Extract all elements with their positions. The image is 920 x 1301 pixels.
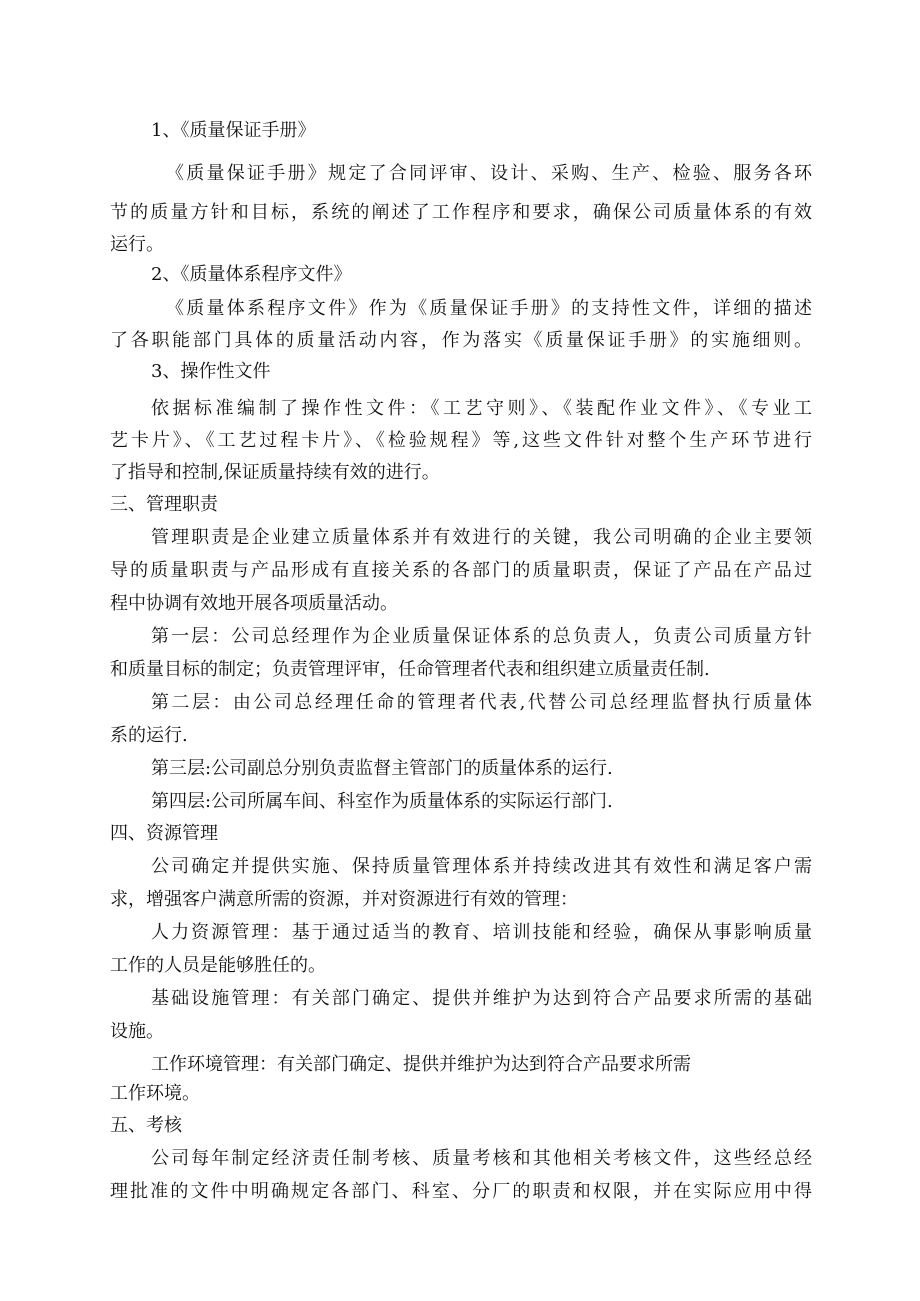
paragraph-line: 工作环境管理：有关部门确定、提供并维护为达到符合产品要求所需 [151,1054,691,1075]
paragraph-line: 艺卡片》、《工艺过程卡片》、《检验规程》等,这些文件针对整个生产环节进行 [110,430,812,451]
paragraph-line: 系的运行. [110,725,188,746]
paragraph-line: 工作的人员是能够胜任的。 [110,955,326,976]
section-heading: 四、资源管理 [110,823,218,844]
paragraph-line: 节的质量方针和目标，系统的阐述了工作程序和要求，确保公司质量体系的有效 [110,202,812,223]
section-heading: 三、管理职责 [110,494,218,515]
paragraph-line: 《质量体系程序文件》作为《质量保证手册》的支持性文件，详细的描述 [166,298,812,319]
section-heading: 2、《质量体系程序文件》 [151,264,352,285]
paragraph-line: 设施。 [110,1021,164,1042]
paragraph-line: 基础设施管理：有关部门确定、提供并维护为达到符合产品要求所需的基础 [151,988,812,1009]
section-heading: 五、考核 [110,1115,182,1136]
section-heading: 3、操作性文件 [151,361,271,382]
paragraph-line: 公司确定并提供实施、保持质量管理体系并持续改进其有效性和满足客户需 [151,856,812,877]
paragraph-line: 理批准的文件中明确规定各部门、科室、分厂的职责和权限，并在实际应用中得 [110,1181,812,1202]
paragraph-line: 求，增强客户满意所需的资源，并对资源进行有效的管理： [110,889,578,910]
section-heading: 1、《质量保证手册》 [151,120,316,141]
paragraph-line: 公司每年制定经济责任制考核、质量考核和其他相关考核文件，这些经总经 [151,1148,812,1169]
paragraph-line: 第四层:公司所属车间、科室作为质量体系的实际运行部门. [151,791,613,812]
paragraph-line: 程中协调有效地开展各项质量活动。 [110,593,398,614]
paragraph-line: 了各职能部门具体的质量活动内容，作为落实《质量保证手册》的实施细则。 [110,330,812,351]
paragraph-line: 导的质量职责与产品形成有直接关系的各部门的质量职责，保证了产品在产品过 [110,560,812,581]
paragraph-line: 第一层：公司总经理作为企业质量保证体系的总负责人，负责公司质量方针 [151,626,812,647]
paragraph-line: 第三层:公司副总分别负责监督主管部门的质量体系的运行. [151,758,613,779]
paragraph-line: 运行。 [110,234,164,255]
paragraph-line: 工作环境。 [110,1083,200,1104]
paragraph-line: 依据标准编制了操作性文件：《工艺守则》、《装配作业文件》、《专业工 [151,398,812,419]
paragraph-line: 第二层：由公司总经理任命的管理者代表,代替公司总经理监督执行质量体 [151,692,812,713]
paragraph-line: 《质量保证手册》规定了合同评审、设计、采购、生产、检验、服务各环 [166,163,812,184]
paragraph-line: 和质量目标的制定；负责管理评审，任命管理者代表和组织建立质量责任制. [110,659,710,680]
paragraph-line: 了指导和控制,保证质量持续有效的进行。 [110,462,440,483]
paragraph-line: 人力资源管理：基于通过适当的教育、培训技能和经验，确保从事影响质量 [151,922,812,943]
paragraph-line: 管理职责是企业建立质量体系并有效进行的关键，我公司明确的企业主要领 [151,527,812,548]
